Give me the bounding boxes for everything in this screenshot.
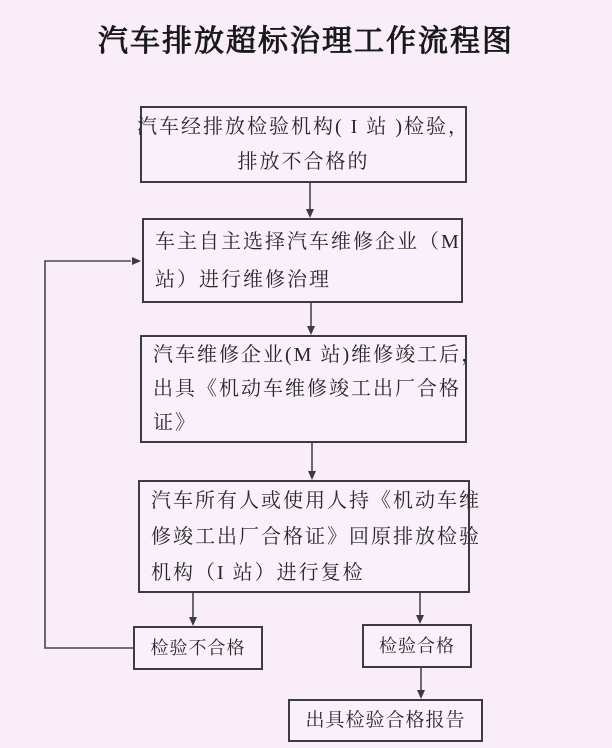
flow-box-repair-completion-certificate xyxy=(140,335,484,443)
flow-box-issue-pass-report xyxy=(288,699,483,742)
flow-box-text-line: 汽车经排放检验机构( I 站 )检验， xyxy=(137,115,470,138)
flow-box-inspection-failed xyxy=(133,626,263,670)
flow-box-text-line: 检验合格 xyxy=(379,635,455,656)
flow-box-text-line: 站）进行维修治理 xyxy=(155,268,331,291)
flow-box-inspection-passed xyxy=(362,624,472,668)
flow-box-initial-inspection xyxy=(137,106,470,183)
flow-box-text-line: 车主自主选择汽车维修企业（M xyxy=(155,230,461,253)
flow-box-reinspection xyxy=(138,480,481,593)
flow-box-text-line: 汽车所有人或使用人持《机动车维 xyxy=(151,489,481,512)
flow-box-text-line: 出具检验合格报告 xyxy=(305,710,466,731)
flow-box-text-line: 检验不合格 xyxy=(150,637,246,658)
flow-box-text-line: 出具《机动车维修竣工出厂合格 xyxy=(153,378,461,400)
flow-box-choose-repair-shop xyxy=(142,218,463,303)
flow-box-text-line: 机构（I 站）进行复检 xyxy=(151,561,365,584)
flow-box-text-line: 汽车维修企业(M 站)维修竣工后， xyxy=(153,344,484,366)
flow-box-text-line: 排放不合格的 xyxy=(237,150,370,173)
flow-box-text-line: 证》 xyxy=(153,412,197,434)
flow-box-text-line: 修竣工出厂合格证》回原排放检验 xyxy=(151,525,481,548)
page-title: 汽车排放超标治理工作流程图 xyxy=(98,25,514,58)
